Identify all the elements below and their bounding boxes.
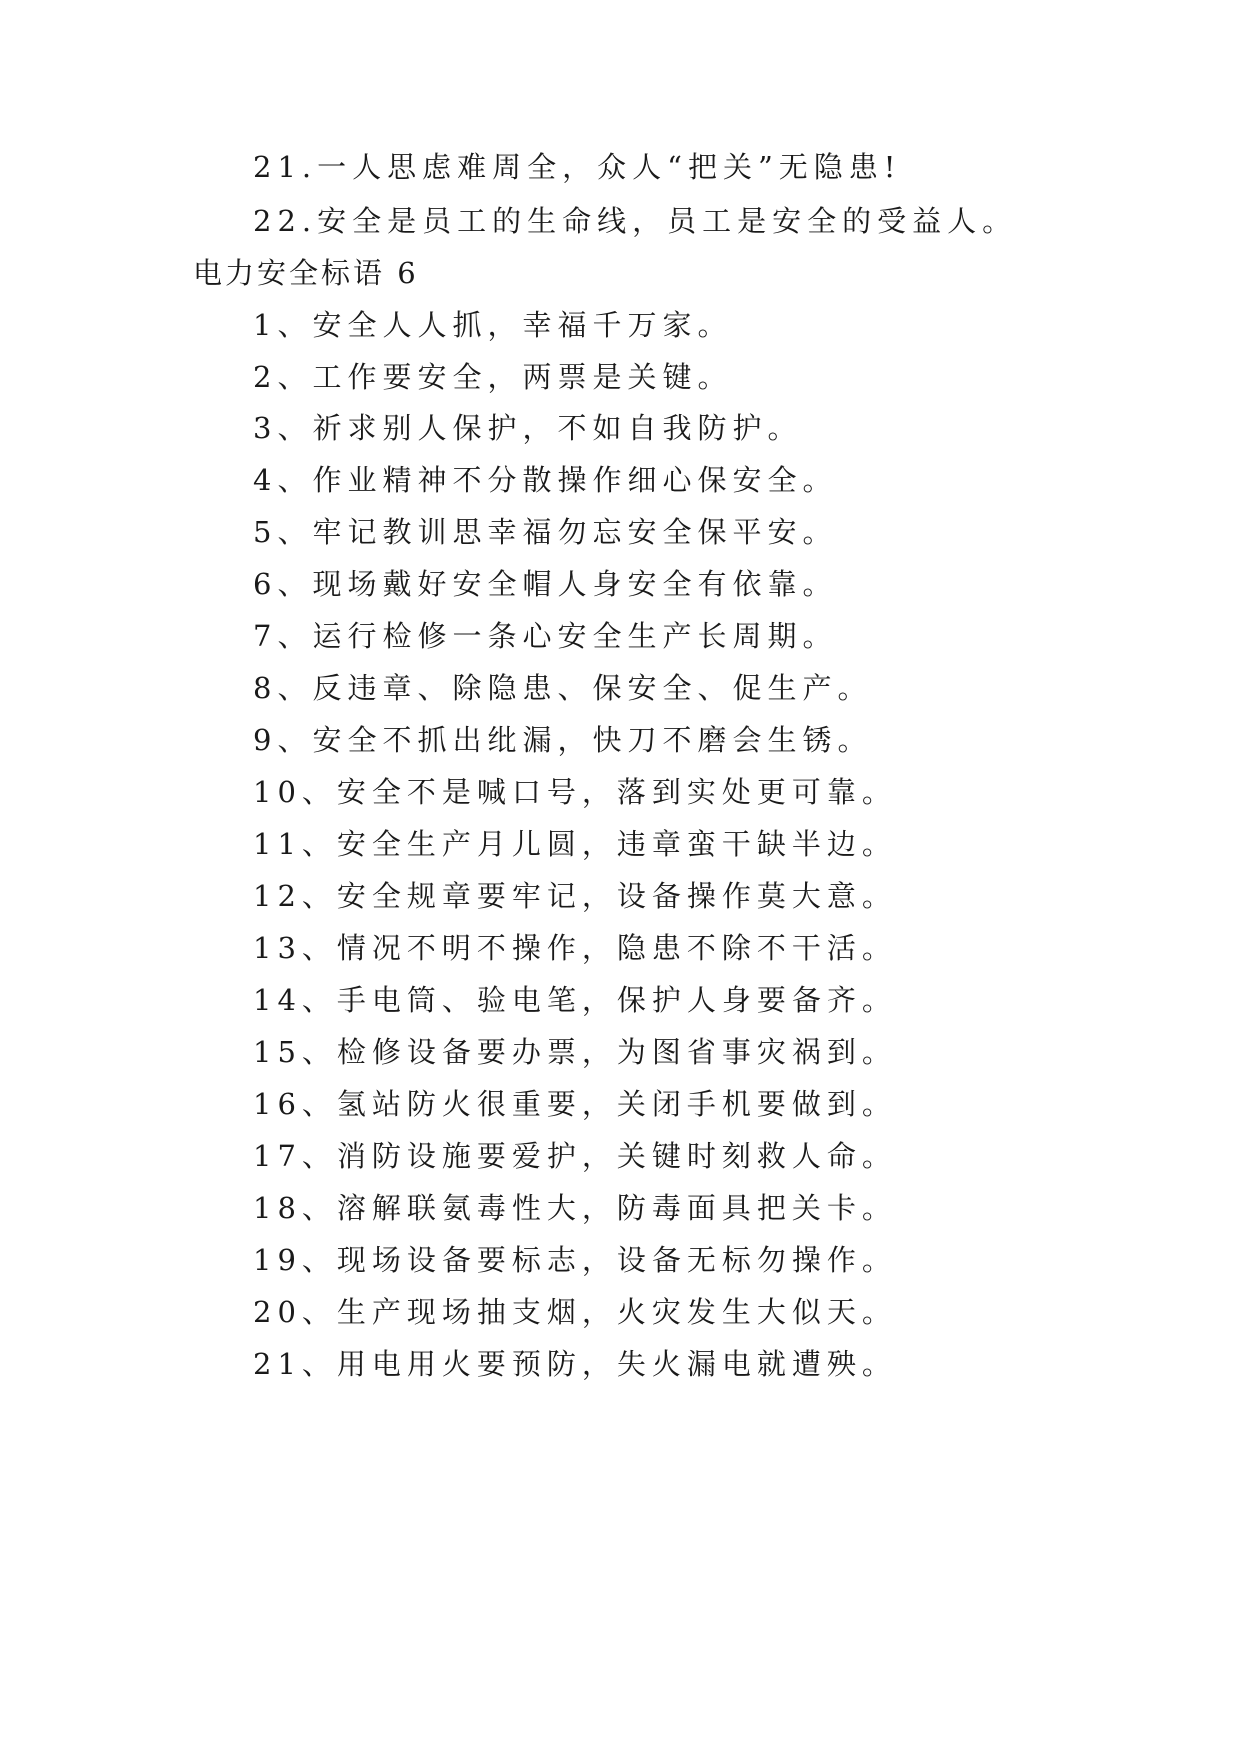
slogan-item-17: 17、消防设施要爱护，关键时刻救人命。 (253, 1139, 897, 1173)
slogan-item-20: 20、生产现场抽支烟，火灾发生大似天。 (253, 1295, 897, 1329)
slogan-item-9: 9、安全不抓出纰漏，快刀不磨会生锈。 (253, 723, 873, 757)
slogan-item-14: 14、手电筒、验电笔，保护人身要备齐。 (253, 983, 897, 1017)
slogan-line-pre-22: 22.安全是员工的生命线，员工是安全的受益人。 (253, 204, 1018, 238)
slogan-item-1: 1、安全人人抓，幸福千万家。 (253, 308, 733, 342)
slogan-item-21: 21、用电用火要预防，失火漏电就遭殃。 (253, 1347, 897, 1381)
slogan-item-2: 2、工作要安全，两票是关键。 (253, 360, 733, 394)
slogan-item-6: 6、现场戴好安全帽人身安全有依靠。 (253, 567, 838, 601)
slogan-line-pre-21: 21.一人思虑难周全，众人“把关”无隐患! (253, 150, 902, 184)
slogan-item-15: 15、检修设备要办票，为图省事灾祸到。 (253, 1035, 897, 1069)
slogan-item-4: 4、作业精神不分散操作细心保安全。 (253, 463, 838, 497)
slogan-item-16: 16、氢站防火很重要，关闭手机要做到。 (253, 1087, 897, 1121)
slogan-item-3: 3、祈求别人保护，不如自我防护。 (253, 411, 803, 445)
slogan-item-18: 18、溶解联氨毒性大，防毒面具把关卡。 (253, 1191, 897, 1225)
slogan-item-10: 10、安全不是喊口号，落到实处更可靠。 (253, 775, 897, 809)
slogan-item-8: 8、反违章、除隐患、保安全、促生产。 (253, 671, 873, 705)
slogan-item-7: 7、运行检修一条心安全生产长周期。 (253, 619, 838, 653)
slogan-item-5: 5、牢记教训思幸福勿忘安全保平安。 (253, 515, 838, 549)
slogan-item-11: 11、安全生产月儿圆，违章蛮干缺半边。 (253, 827, 897, 861)
section-title: 电力安全标语 6 (193, 256, 419, 290)
slogan-item-12: 12、安全规章要牢记，设备操作莫大意。 (253, 879, 897, 913)
slogan-item-19: 19、现场设备要标志，设备无标勿操作。 (253, 1243, 897, 1277)
slogan-item-13: 13、情况不明不操作，隐患不除不干活。 (253, 931, 897, 965)
